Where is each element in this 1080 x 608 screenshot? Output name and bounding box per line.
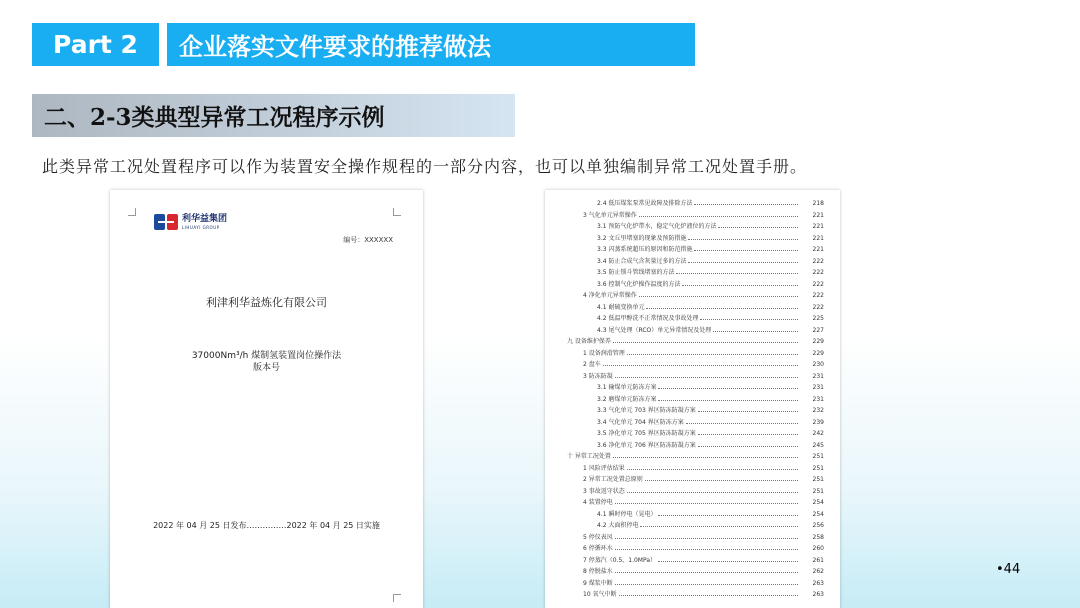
toc-row [545, 313, 840, 325]
toc-row [545, 463, 840, 475]
toc-entry-page: 263 [812, 579, 824, 587]
toc-row [545, 589, 840, 601]
toc-entry-title: 4.1 耐硫变换单元 [597, 303, 645, 311]
toc-leader-dots [718, 222, 798, 228]
toc-leader-dots [615, 544, 798, 550]
toc-row [545, 210, 840, 222]
toc-leader-dots [658, 395, 798, 401]
toc-entry-title: 4.2 大面积停电 [597, 522, 639, 529]
toc-entry-page: 221 [812, 246, 824, 253]
toc-entry-page: 221 [812, 234, 824, 242]
toc-row [545, 497, 840, 509]
toc-entry-page: 245 [812, 441, 824, 449]
toc-entry-title: 3.4 气化单元 704 界区防冻方案 [597, 418, 684, 426]
toc-entry-page: 222 [812, 280, 824, 288]
toc-leader-dots [613, 452, 798, 458]
toc-row [545, 451, 840, 463]
toc-entry-page: 254 [812, 510, 824, 518]
toc-row [545, 543, 840, 555]
toc-entry-title: 3.6 控制气化炉操作温度的方法 [597, 280, 681, 288]
intro-text: 此类异常工况处置程序可以作为装置安全操作规程的一部分内容，也可以单独编制异常工况处置手册。 [42, 157, 808, 176]
toc-row [545, 325, 840, 337]
toc-entry-title: 4 净化单元异常操作 [583, 292, 637, 299]
toc-leader-dots [682, 280, 798, 286]
toc-entry-page: 221 [812, 223, 824, 230]
toc-row [545, 566, 840, 578]
toc-entry-title: 3 事故返守状态 [583, 487, 625, 495]
toc-row [545, 336, 840, 348]
logo-text-cn: 利华益集团 [182, 214, 228, 224]
toc-leader-dots [698, 429, 798, 435]
toc-entry-title: 2 异常工况处置总原则 [583, 476, 643, 483]
toc-entry-page: 260 [812, 545, 824, 552]
toc-leader-dots [640, 521, 798, 527]
toc-leader-dots [713, 326, 798, 332]
toc-row [545, 302, 840, 314]
publish-dates: 2022 年 04 月 25 日发布……………2022 年 04 月 25 日实施 [153, 521, 380, 530]
toc-row [545, 474, 840, 486]
toc-entry-page: 218 [812, 200, 824, 207]
toc-entry-title: 4.1 瞬时停电（晃电） [597, 510, 657, 518]
toc-row [545, 555, 840, 567]
toc-entry-page: 230 [812, 361, 824, 368]
toc-leader-dots [686, 418, 798, 424]
toc-row [545, 532, 840, 544]
toc-leader-dots [658, 383, 798, 389]
page-number: •44 [996, 562, 1021, 577]
toc-entry-page: 222 [812, 303, 824, 311]
document-number: 编号：XXXXXX [343, 236, 393, 244]
toc-entry-title: 3.5 净化单元 705 界区防冻防凝方案 [597, 430, 696, 437]
toc-entry-page: 232 [812, 407, 824, 414]
toc-entry-title: 3.5 防止锁斗管线堵塞的方法 [597, 269, 675, 276]
toc-row [545, 233, 840, 245]
toc-entry-title: 5 停仪表风 [583, 533, 613, 541]
toc-entry-page: 254 [812, 499, 824, 506]
toc-entry-title: 2 盘车 [583, 361, 601, 368]
toc-entry-title: 1 风险评估结果 [583, 464, 625, 472]
toc-leader-dots [627, 487, 798, 493]
toc-entry-page: 227 [812, 326, 824, 334]
toc-row [545, 520, 840, 532]
toc-row [545, 256, 840, 268]
toc-entry-title: 8 停脱盐水 [583, 568, 613, 575]
toc-row [545, 509, 840, 521]
toc-leader-dots [698, 441, 798, 447]
manual-title: 37000Nm³/h 煤制氢装置岗位操作法 [191, 351, 342, 361]
toc-entry-title: 十 异常工况处置 [567, 453, 611, 460]
toc-row [545, 382, 840, 394]
toc-entry-title: 4.2 低温甲醇洗不正常情况及事故处理 [597, 315, 699, 322]
toc-entry-page: 221 [812, 211, 824, 219]
toc-entry-title: 10 氧气中断 [583, 591, 617, 598]
toc-leader-dots [658, 556, 798, 562]
toc-entry-page: 258 [812, 533, 824, 541]
toc-entry-title: 7 停蒸汽（0.5、1.0MPa） [583, 556, 657, 564]
table-of-contents-page [545, 190, 840, 608]
company-name: 利津利华益炼化有限公司 [206, 296, 327, 309]
toc-leader-dots [615, 498, 798, 504]
crop-mark [393, 594, 401, 602]
toc-entry-page: 263 [812, 591, 824, 598]
toc-leader-dots [645, 475, 798, 481]
toc-row [545, 290, 840, 302]
toc-entry-title: 3 防冻防凝 [583, 372, 613, 380]
toc-row [545, 348, 840, 360]
toc-entry-page: 222 [812, 292, 824, 299]
toc-entry-title: 3 气化单元异常操作 [583, 211, 637, 219]
toc-entry-title: 3.1 预防气化炉带水，稳定气化炉液位的方法 [597, 223, 717, 230]
manual-title-block [110, 350, 423, 374]
toc-row [545, 371, 840, 383]
toc-row [545, 405, 840, 417]
toc-row [545, 440, 840, 452]
toc-leader-dots [639, 211, 798, 217]
toc-leader-dots [694, 245, 798, 251]
toc-row [545, 221, 840, 233]
toc-row [545, 578, 840, 590]
toc-row [545, 198, 840, 210]
toc-leader-dots [688, 234, 798, 240]
toc-entry-page: 229 [812, 338, 824, 345]
toc-leader-dots [615, 372, 798, 378]
toc-row [545, 244, 840, 256]
toc-entry-title: 6 停循环水 [583, 545, 613, 552]
toc-entry-page: 231 [812, 372, 824, 380]
toc-row [545, 359, 840, 371]
toc-leader-dots [619, 590, 798, 596]
toc-row [545, 486, 840, 498]
toc-entry-page: 262 [812, 568, 824, 575]
section-heading: 二、2-3类典型异常工况程序示例 [32, 94, 515, 137]
toc-entry-title: 3.4 防止合成气含灰量过多的方法 [597, 257, 687, 265]
toc-entry-title: 3.1 输煤单元防冻方案 [597, 384, 657, 391]
toc-entry-page: 239 [812, 418, 824, 426]
toc-entry-title: 9 煤浆中断 [583, 579, 613, 587]
toc-leader-dots [646, 303, 798, 309]
part-label: Part 2 [32, 23, 159, 66]
crop-mark [393, 208, 401, 216]
toc-entry-page: 242 [812, 430, 824, 437]
toc-entry-title: 4 装置停电 [583, 499, 613, 506]
logo-text-en: LIHUAYI GROUP [182, 225, 220, 230]
toc-leader-dots [700, 314, 798, 320]
toc-leader-dots [698, 406, 798, 412]
toc-leader-dots [615, 533, 798, 539]
toc-leader-dots [688, 257, 798, 263]
logo-icon [154, 214, 178, 230]
toc-leader-dots [615, 579, 798, 585]
toc-entry-page: 251 [812, 476, 824, 483]
toc-entry-title: 1 设备润滑管理 [583, 349, 625, 357]
toc-entry-title: 3.6 净化单元 706 界区防冻防凝方案 [597, 441, 696, 449]
toc-row [545, 417, 840, 429]
toc-leader-dots [639, 291, 798, 297]
toc-entry-title: 九 设备维护保养 [567, 338, 611, 345]
version-label: 版本号 [252, 363, 280, 373]
toc-entry-page: 256 [812, 522, 824, 529]
toc-entry-title: 4.3 尾气处理（RCO）单元异常情况及处理 [597, 326, 712, 334]
toc-leader-dots [676, 268, 798, 274]
toc-row [545, 267, 840, 279]
toc-leader-dots [603, 360, 798, 366]
toc-leader-dots [658, 510, 798, 516]
toc-entry-title: 3.3 闪蒸系统超压的原因和防范措施 [597, 246, 693, 253]
toc-entry-title: 3.3 气化单元 703 界区防冻防凝方案 [597, 407, 696, 414]
crop-mark [128, 208, 136, 216]
toc-leader-dots [694, 199, 798, 205]
slide-title: 企业落实文件要求的推荐做法 [167, 23, 695, 66]
toc-row [545, 279, 840, 291]
toc-entry-page: 229 [812, 349, 824, 357]
toc-leader-dots [615, 567, 798, 573]
toc-entry-page: 222 [812, 257, 824, 265]
toc-entry-page: 261 [812, 556, 824, 564]
company-logo [154, 214, 227, 230]
toc-leader-dots [627, 349, 798, 355]
toc-entry-page: 225 [812, 315, 824, 322]
toc-entry-page: 251 [812, 464, 824, 472]
toc-row [545, 428, 840, 440]
toc-entry-page: 231 [812, 384, 824, 391]
toc-leader-dots [627, 464, 798, 470]
toc-entry-page: 222 [812, 269, 824, 276]
toc-leader-dots [613, 337, 798, 343]
toc-entry-title: 2.4 低压煤浆泵常见故障及排除方法 [597, 200, 693, 207]
toc-entry-page: 251 [812, 453, 824, 460]
toc-entry-page: 231 [812, 395, 824, 403]
document-cover-page [110, 190, 423, 608]
toc-entry-title: 3.2 磨煤单元防冻方案 [597, 395, 657, 403]
toc-entry-page: 251 [812, 487, 824, 495]
toc-entry-title: 3.2 文丘里堵塞的现象及预防措施 [597, 234, 687, 242]
toc-row [545, 394, 840, 406]
